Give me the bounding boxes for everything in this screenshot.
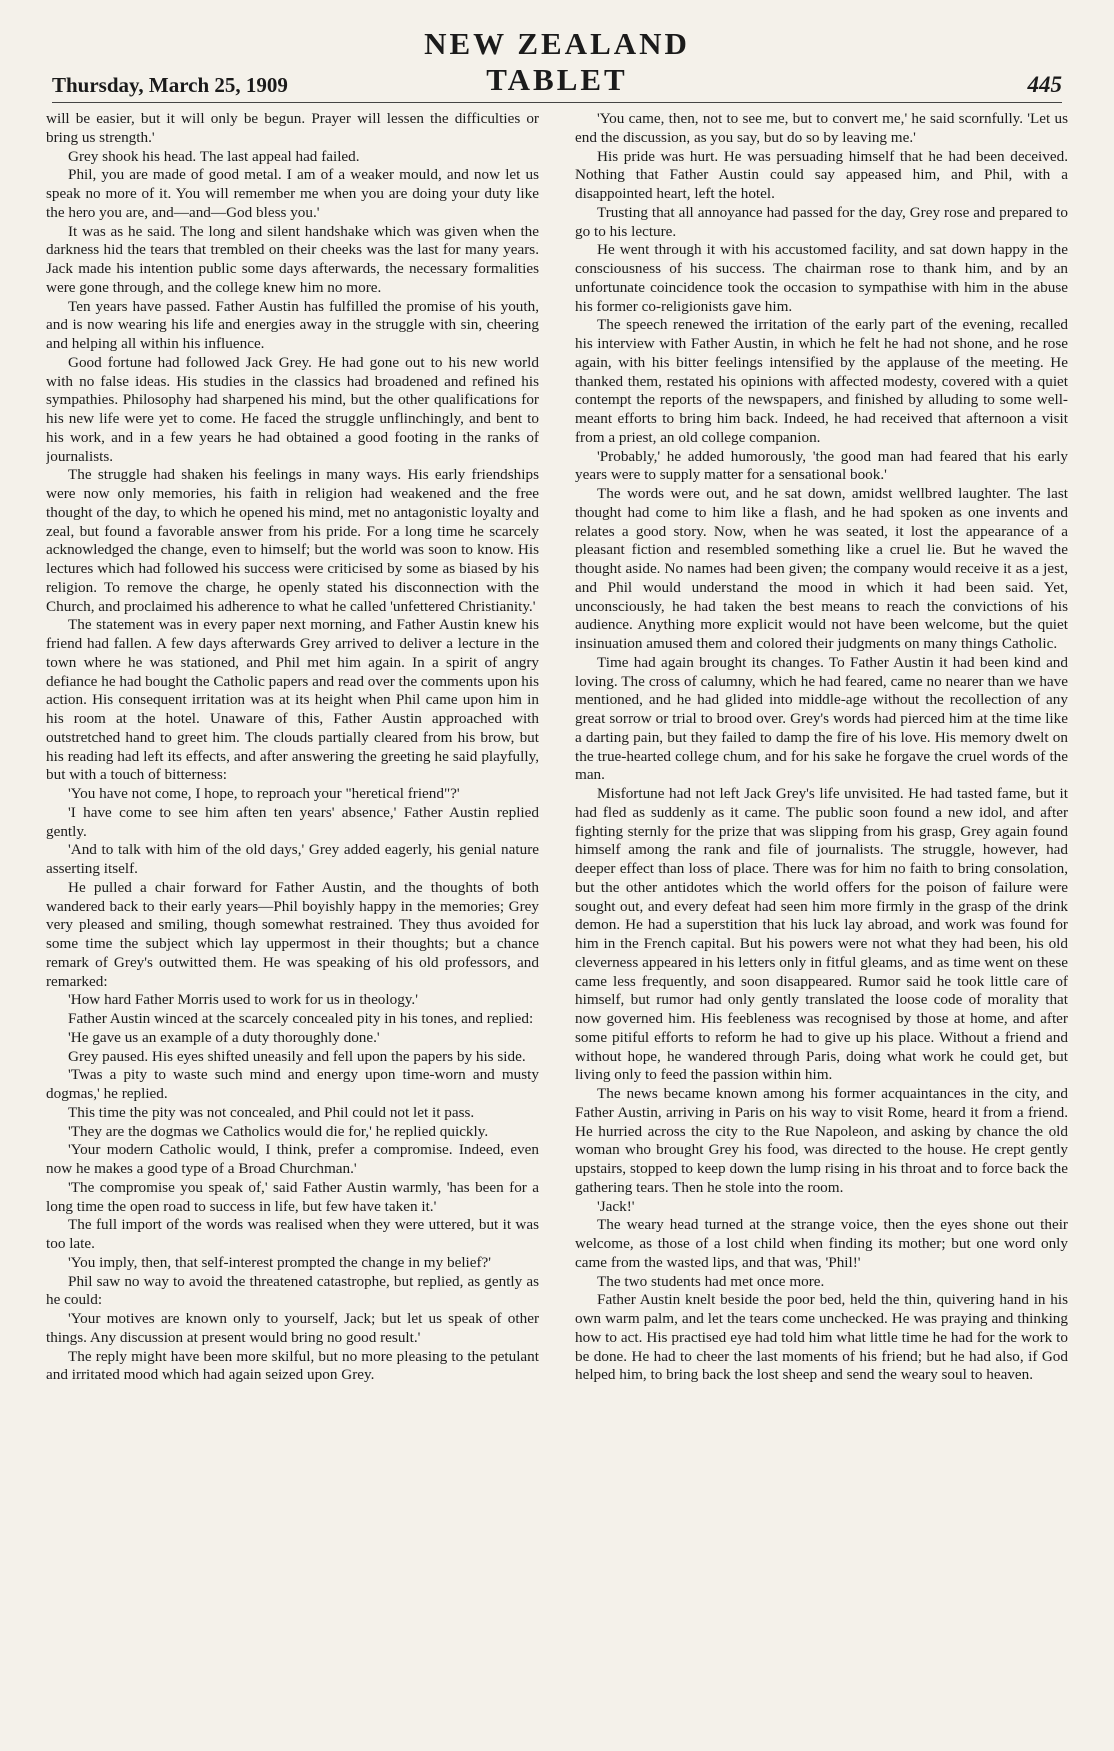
article-paragraph: His pride was hurt. He was persuading himself that he had been deceived. Nothing that Father Austin could say appeased him, and Phil, with a disappointed heart, left the hotel. <box>575 147 1068 202</box>
article-paragraph: 'Your modern Catholic would, I think, prefer a compromise. Indeed, even now he makes a good type of a Broad Churchman.' <box>46 1141 539 1177</box>
article-paragraph: The words were out, and he sat down, amidst wellbred laughter. The last thought had come to him like a flash, and he had spoken as one invents and relates a good story. Now, when he was seated, it lost the appearance of a pleasant fiction and resembled something like a cruel lie. But he waved the thought aside. No names had been given; the company would receive it as a jest, and Phil would understand the mood in which it had been said. Yet, unconsciously, he had taken the best means to reach the convictions of his audience. Anything more explicit would not have been welcome, but the quiet insinuation amused them and colored their judgments on many things Catholic. <box>575 485 1068 652</box>
article-paragraph: It was as he said. The long and silent handshake which was given when the darkness hid the tears that trembled on their cheeks was the last for many years. Jack made his intention public some days afterwards, the necessary formalities were gone through, and the college knew him no more. <box>46 222 539 296</box>
article-paragraph: Grey shook his head. The last appeal had failed. <box>68 147 360 165</box>
article-paragraph: 'Jack!' <box>597 1197 635 1215</box>
article-column-right <box>575 110 1068 1687</box>
article-paragraph: The weary head turned at the strange voice, then the eyes shone out their welcome, as those of a lost child when finding its mother; but one word only came from the wasted lips, and that was, 'Phil!' <box>575 1216 1068 1271</box>
page-number: 445 <box>1027 72 1062 97</box>
article-paragraph: He pulled a chair forward for Father Austin, and the thoughts of both wandered back to their early years—Phil boyishly happy in the memories; Grey very pleased and smiling, though somewhat restrained. They thus avoided for some time the subject which lay uppermost in their thoughts; but a chance remark of Grey's outwitted them. He was speaking of his old professors, and remarked: <box>46 878 539 990</box>
article-paragraph: Phil, you are made of good metal. I am of a weaker mould, and now let us speak no more of it. You will remember me when you are doing your duty like the hero you are, and—and—God bless you.' <box>46 166 539 221</box>
article-paragraph: 'I have come to see him aften ten years' absence,' Father Austin replied gently. <box>46 803 539 840</box>
article-paragraph: 'You have not come, I hope, to reproach your "heretical friend"?' <box>68 785 460 802</box>
article-paragraph: The speech renewed the irritation of the early part of the evening, recalled his interview with Father Austin, in which he felt he had not shone, and he rose again, with his bitter feelings intensified by the applause of the meeting. He thanked them, restated his opinions with affected modesty, covered with a quiet contempt the reports of the newspapers, and finished by alluding to some well-meant efforts to bring him back. Indeed, he had received that afternoon a visit from a priest, an old college companion. <box>575 316 1068 446</box>
article-paragraph: This time the pity was not concealed, and Phil could not let it pass. <box>68 1103 475 1121</box>
article-paragraph: He went through it with his accustomed facility, and sat down happy in the consciousness of his success. The chairman rose to thank him, and by an unfortunate coincidence took the occasion to sympathise with him in the abuse his former co-religionists gave him. <box>575 241 1068 315</box>
article-paragraph: 'And to talk with him of the old days,' Grey added eagerly, his genial nature asserting itself. <box>46 841 539 877</box>
article-paragraph: The full import of the words was realised when they were uttered, but it was too late. <box>46 1216 539 1252</box>
article-paragraph: will be easier, but it will only be begun. Prayer will lessen the difficulties or bring us strength.' <box>46 110 539 146</box>
article-paragraph: The two students had met once more. <box>597 1272 825 1290</box>
article-paragraph: Misfortune had not left Jack Grey's life unvisited. He had tasted fame, but it had fled as suddenly as it came. The public soon found a new idol, and after fighting sternly for the prize that was slipping from his grasp, Grey again found himself among the rank and file of journalists. The struggle, however, had deeper effect than loss of place. There was for him no faith to bring consolation, but the other antidotes which the world offers for the poison of failure were sought out, and every defeat had seen him more firmly in the grasp of the drink demon. He had a superstition that his luck lay abroad, and work was found for him in the French capital. But his powers were not what they had been, his old cleverness appeared in his letters only in fitful gleams, and as time went on these came less frequently, and soon disappeared. Rumor said he took little care of himself, but rumor had only gently translated the loose code of morality that now governed him. His feebleness was recognised by those at home, and after some pitiful efforts to reform he had to give up his place. Without a friend and without hope, he wandered through Paris, doing what work he could get, but living only to feed the passion within him. <box>575 785 1068 1084</box>
article-paragraph: 'He gave us an example of a duty thoroughly done.' <box>68 1028 380 1046</box>
article-paragraph: 'Probably,' he added humorously, 'the good man had feared that his early years were to supply matter for a sensational book.' <box>575 447 1068 484</box>
article-column-left <box>46 110 539 1687</box>
article-paragraph: The struggle had shaken his feelings in many ways. His early friendships were now only memories, his faith in religion had weakened and the free thought of the day, to which he opened his mind, met no antagonistic loyalty and zeal, but found a favorable answer from his pride. For a long time he scarcely acknowledged the change, even to himself; but the world was soon to know. His lectures which had followed his success were criticised by some as biased by his religion. To remove the charge, he openly stated his disconnection with the Church, and proclaimed his adherence to what he called 'unfettered Christianity.' <box>46 466 539 615</box>
article-paragraph: 'Your motives are known only to yourself, Jack; but let us speak of other things. Any discussion at present would bring no good result.' <box>46 1310 539 1346</box>
article-paragraph: 'The compromise you speak of,' said Father Austin warmly, 'has been for a long time the open road to success in life, but few have taken it.' <box>46 1178 539 1215</box>
article-paragraph: Time had again brought its changes. To Father Austin it had been kind and loving. The cross of calumny, which he had feared, came no nearer than we have mentioned, and he had glided into middle-age without the recollection of any great sorrow or trial to brood over. Grey's words had pierced him at the time like a darting pain, but they failed to damp the fire of his love. His memory dwelt on the true-hearted college chum, and for his sake he forgave the cruel words of the man. <box>575 653 1068 784</box>
article-paragraph: Good fortune had followed Jack Grey. He had gone out to his new world with no false ideas. His studies in the classics had broadened and refined his sympathies. Philosophy had sharpened his mind, but the other qualifications for his new life were yet to come. He faced the struggle unflinchingly, and bent to his work, and in a few years he had obtained a good footing in the ranks of journalists. <box>46 353 539 465</box>
article-paragraph: Grey paused. His eyes shifted uneasily and fell upon the papers by his side. <box>68 1047 526 1065</box>
article-paragraph: The statement was in every paper next morning, and Father Austin knew his friend had fallen. A few days afterwards Grey arrived to deliver a lecture in the town where he was stationed, and Phil met him again. In a spirit of angry defiance he had bought the Catholic papers and read over the comments upon his action. His consequent irritation was at its height when Phil came upon him in his room at the hotel. Unaware of this, Father Austin approached with outstretched hand to greet him. The clouds partially cleared from his brow, but his reading had left its effects, and after answering the greeting he said playfully, but with a touch of bitterness: <box>46 616 539 784</box>
article-paragraph: Trusting that all annoyance had passed for the day, Grey rose and prepared to go to his lecture. <box>575 203 1068 240</box>
article-paragraph: 'They are the dogmas we Catholics would die for,' he replied quickly. <box>68 1122 489 1140</box>
article-paragraph: 'You imply, then, that self-interest prompted the change in my belief?' <box>68 1253 492 1271</box>
article-paragraph: 'How hard Father Morris used to work for us in theology.' <box>68 991 418 1009</box>
article-paragraph: Father Austin knelt beside the poor bed, held the thin, quivering hand in his own warm palm, and let the tears come unchecked. He was praying and thinking how to act. His practised eye had told him what little time he had for the work to be done. He had to cheer the last moments of his friend; but he had also, if God helped him, to bring back the lost sheep and send the weary soul to heaven. <box>575 1291 1068 1384</box>
issue-date: Thursday, March 25, 1909 <box>52 73 288 97</box>
article-paragraph: 'Twas a pity to waste such mind and energy upon time-worn and musty dogmas,' he replied. <box>46 1066 539 1102</box>
article-paragraph: Father Austin winced at the scarcely concealed pity in his tones, and replied: <box>68 1010 534 1027</box>
newspaper-title: NEW ZEALAND TABLET <box>424 26 690 97</box>
article-paragraph: 'You came, then, not to see me, but to convert me,' he said scornfully. 'Let us end the discussion, as you say, but do so by leaving me.' <box>575 110 1068 146</box>
masthead <box>52 26 1062 103</box>
article-paragraph: Ten years have passed. Father Austin has fulfilled the promise of his youth, and is now wearing his life and energies away in the struggle with sin, cheering and helping all within his influence. <box>46 297 539 352</box>
article-columns <box>46 110 1068 1687</box>
article-paragraph: The reply might have been more skilful, but no more pleasing to the petulant and irritated mood which had again seized upon Grey. <box>46 1347 539 1384</box>
article-paragraph: The news became known among his former acquaintances in the city, and Father Austin, arriving in Paris on his way to visit Rome, heard it from a friend. He hurried across the city to the Rue Napoleon, and asking by chance the old woman who brought Grey his food, was directed to the house. He crept gently upstairs, stopped to keep down the lump rising in his throat and to force back the gathering tears. Then he stole into the room. <box>575 1085 1068 1196</box>
article-paragraph: Phil saw no way to avoid the threatened catastrophe, but replied, as gently as he could: <box>46 1272 539 1309</box>
